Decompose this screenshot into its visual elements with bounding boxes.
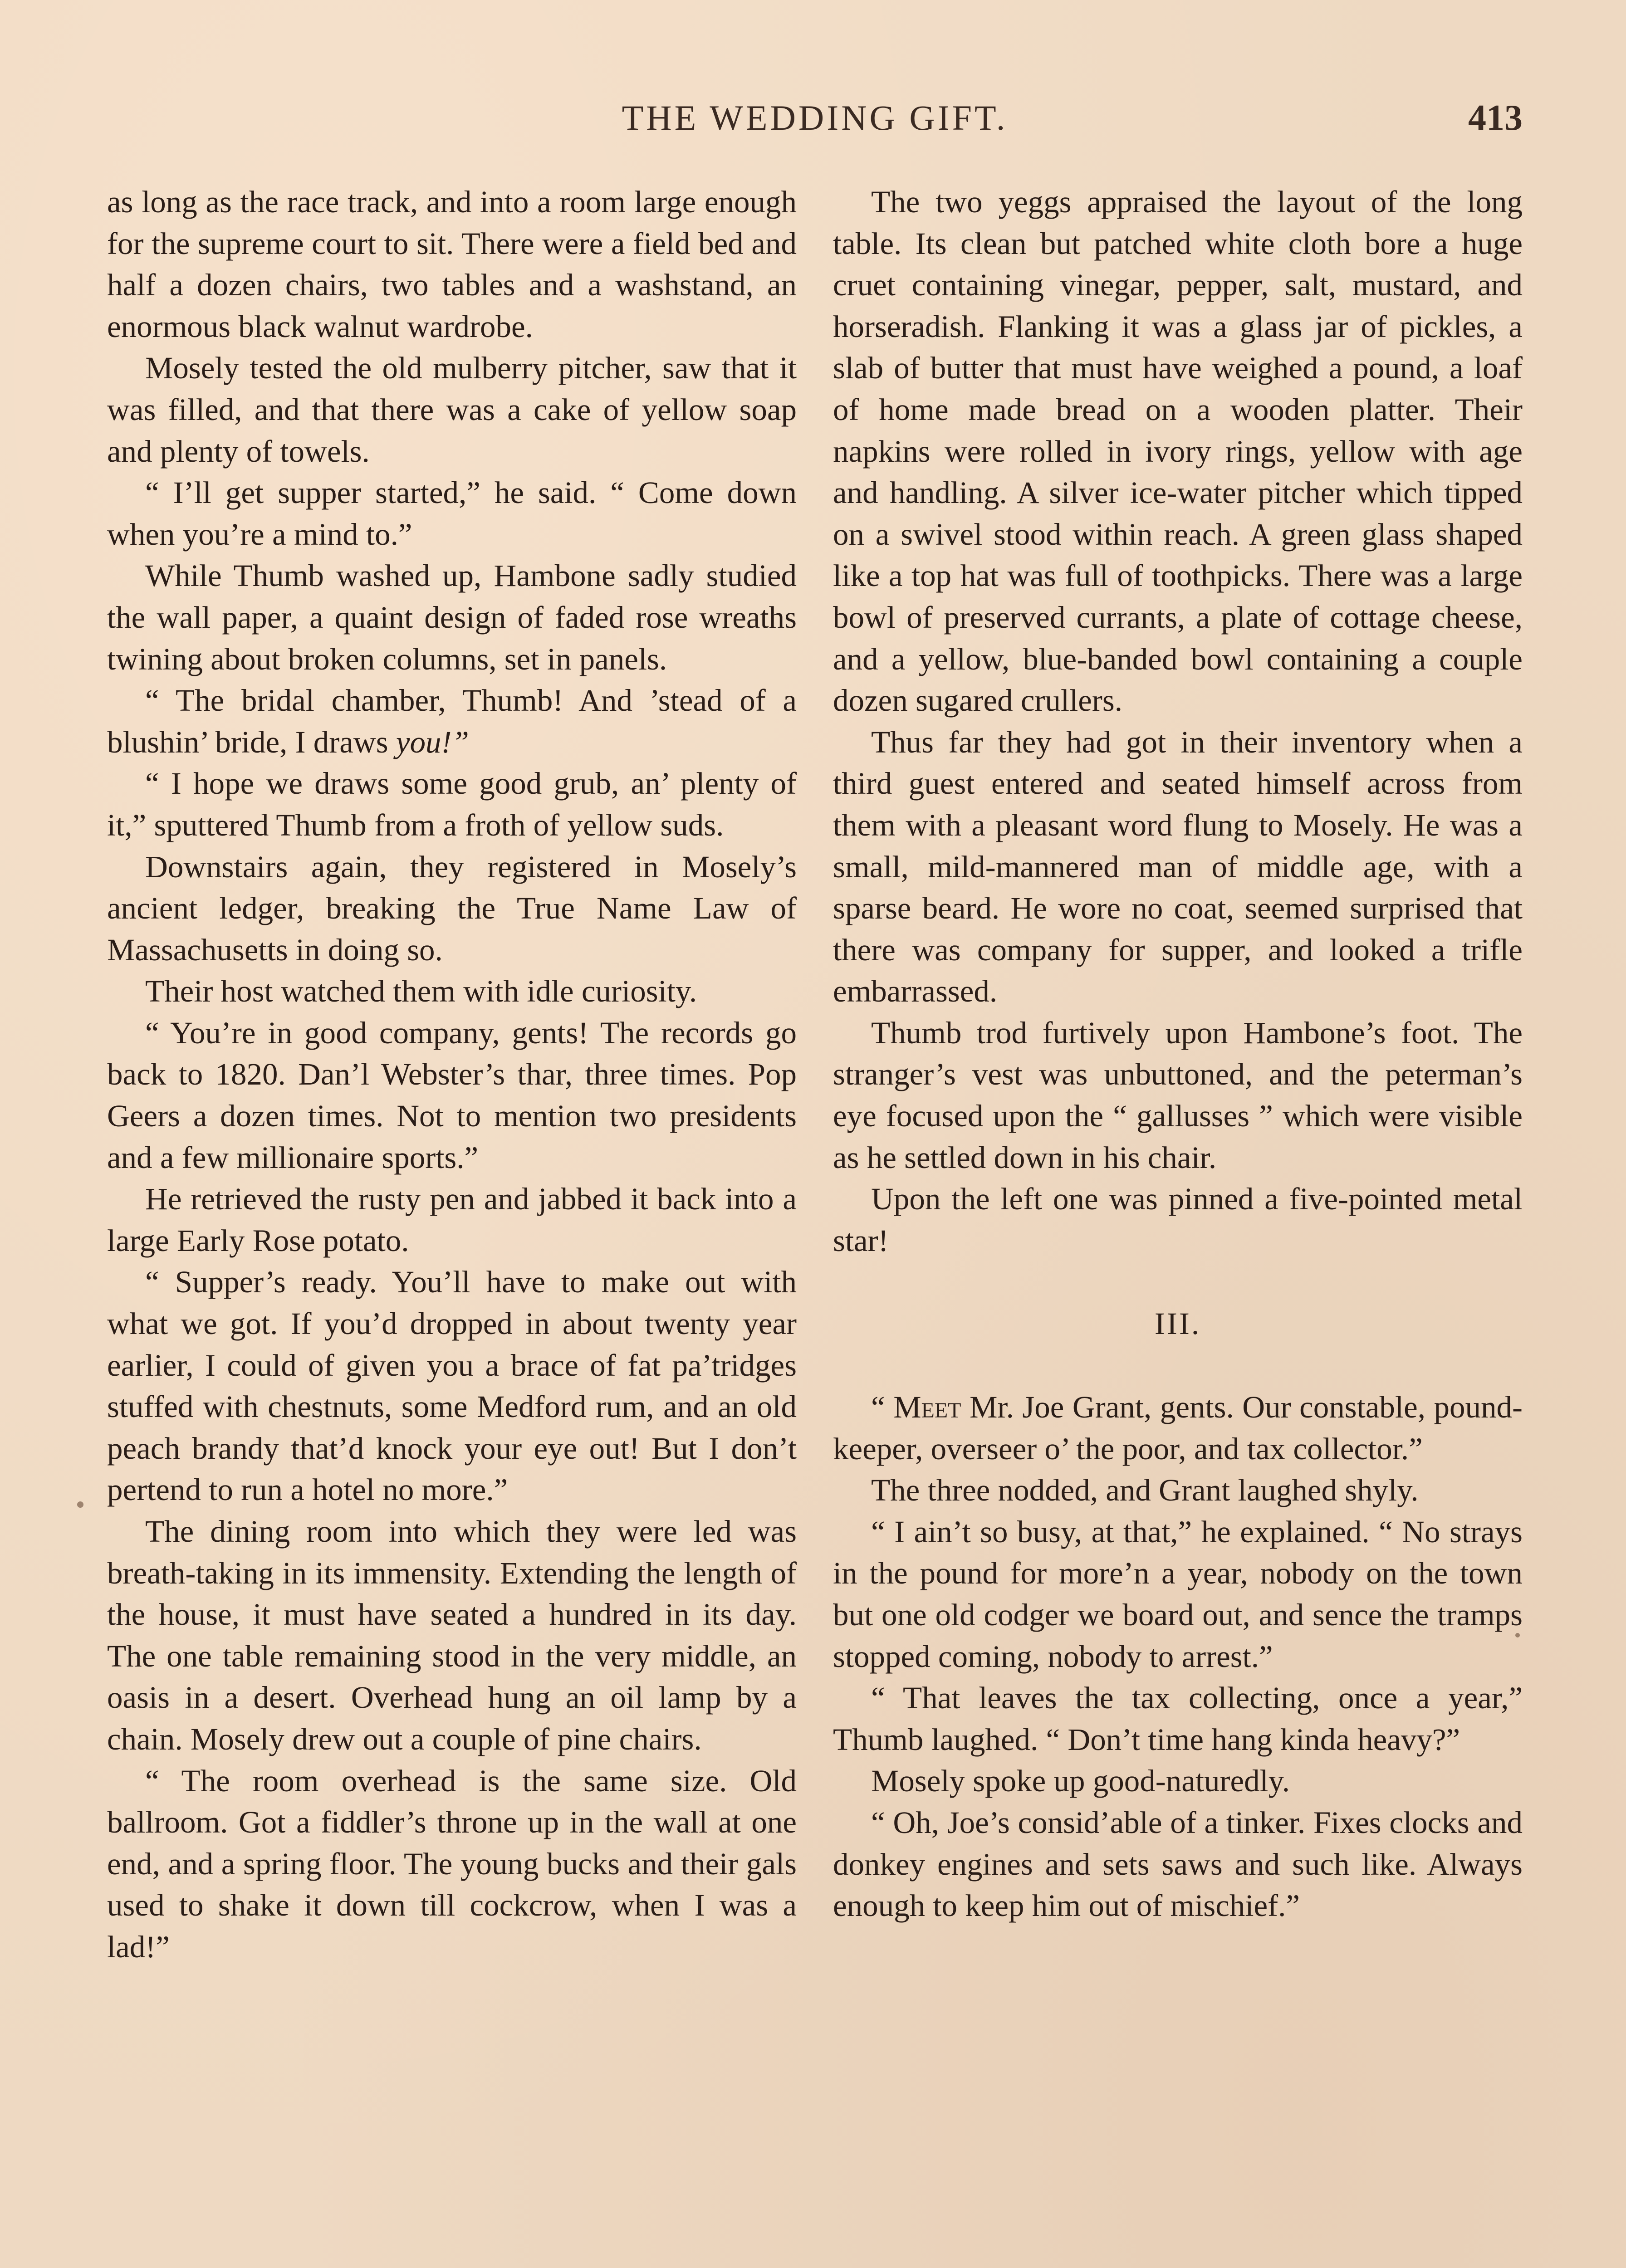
paragraph: as long as the race track, and into a room large enough for the supreme court to sit. There were a field bed and half a dozen chairs, two tables and a washstand, an enormous black walnut wardrobe. (107, 185, 797, 344)
left-column (107, 181, 797, 1968)
section-heading: III. (1154, 1306, 1201, 1341)
italic-emphasis: you!” (396, 724, 469, 759)
paragraph: “ That leaves the tax collecting, once a year,” Thumb laughed. “ Don’t time hang kinda heavy?” (833, 1681, 1523, 1757)
paper-speck (77, 1501, 83, 1508)
paragraph-text: “ The bridal chamber, Thumb! And ’stead of a blushin’ bride, I draws (107, 683, 797, 759)
paragraph: Mosely spoke up good-naturedly. (871, 1764, 1290, 1799)
paragraph (107, 680, 797, 763)
page-title: THE WEDDING GIFT. (622, 98, 1008, 137)
running-head (107, 91, 1523, 145)
paragraph (833, 1387, 1523, 1470)
paragraph: The three nodded, and Grant laughed shyly. (871, 1473, 1419, 1508)
paragraph: Thus far they had got in their inventory when a third guest entered and seated himself across from them with a pleasant word flung to Mosely. He was a small, mild-mannered man of middle age, with a sparse beard. He wore no coat, seemed surprised that there was company for supper, and looked a trifle embarrassed. (833, 724, 1523, 1009)
smallcaps-lead: Meet (893, 1390, 961, 1425)
paragraph: He retrieved the rusty pen and jabbed it back into a large Early Rose potato. (107, 1182, 797, 1258)
paragraph: “ The room overhead is the same size. Old ballroom. Got a fiddler’s throne up in the wall at one end, and a spring floor. The young bucks and their gals used to shake it down till cockcrow, when I was a lad!” (107, 1763, 797, 1964)
paragraph: “ Supper’s ready. You’ll have to make out with what we got. If you’d dropped in about twenty year earlier, I could of given you a brace of fat pa’tridges stuffed with chestnuts, some Medford rum, and an old peach brandy that’d knock your eye out! But I don’t pertend to run a hotel no more.” (107, 1265, 797, 1507)
paragraph: “ I’ll get supper started,” he said. “ Come down when you’re a mind to.” (107, 475, 797, 552)
paragraph: Thumb trod furtively upon Hambone’s foot. The stranger’s vest was unbuttoned, and the peterman’s eye focused upon the “ gallusses ” which were visible as he settled down in his chair. (833, 1015, 1523, 1175)
page-number: 413 (1468, 98, 1523, 138)
paragraph: Upon the left one was pinned a five-pointed metal star! (833, 1182, 1523, 1258)
paragraph-text: Mr. Joe Grant, gents. Our constable, pound-keeper, overseer o’ the poor, and tax collector.” (833, 1390, 1523, 1466)
paragraph: Downstairs again, they registered in Mosely’s ancient ledger, breaking the True Name Law of Massachusetts in doing so. (107, 849, 797, 967)
paragraph: Mosely tested the old mulberry pitcher, saw that it was filled, and that there was a cake of yellow soap and plenty of towels. (107, 351, 797, 469)
paragraph: “ I hope we draws some good grub, an’ plenty of it,” sputtered Thumb from a froth of yellow suds. (107, 766, 797, 842)
paper-speck (1515, 1633, 1520, 1637)
paragraph: While Thumb washed up, Hambone sadly studied the wall paper, a quaint design of faded rose wreaths twining about broken columns, set in panels. (107, 558, 797, 676)
paragraph: The dining room into which they were led was breath-taking in its immensity. Extending the length of the house, it must have seated a hundred in its day. The one table remaining stood in the very middle, an oasis in a desert. Overhead hung an oil lamp by a chain. Mosely drew out a couple of pine chairs. (107, 1514, 797, 1756)
paragraph: “ I ain’t so busy, at that,” he explained. “ No strays in the pound for more’n a year, nobody on the town but one old codger we board out, and sence the tramps stopped coming, nobody to arrest.” (833, 1514, 1523, 1674)
paragraph: Their host watched them with idle curiosity. (145, 974, 697, 1009)
paragraph: The two yeggs appraised the layout of the long table. Its clean but patched white cloth bore a huge cruet containing vinegar, pepper, salt, mustard, and horseradish. Flanking it was a glass jar of pickles, a slab of butter that must have weighed a pound, a loaf of home made bread on a wooden platter. Their napkins were rolled in ivory rings, yellow with age and handling. A silver ice-water pitcher which tipped on a swivel stood within reach. A green glass shaped like a top hat was full of toothpicks. There was a large bowl of preserved currants, a plate of cottage cheese, and a yellow, blue-banded bowl containing a couple dozen sugared crullers. (833, 185, 1523, 718)
paragraph: “ You’re in good company, gents! The records go back to 1820. Dan’l Webster’s thar, three times. Pop Geers a dozen times. Not to mention two presidents and a few millionaire sports.” (107, 1015, 797, 1175)
paragraph: “ Oh, Joe’s consid’able of a tinker. Fixes clocks and donkey engines and sets saws and such like. Always enough to keep him out of mischief.” (833, 1805, 1523, 1923)
quote-mark: “ (871, 1390, 894, 1425)
right-column (833, 181, 1523, 1927)
